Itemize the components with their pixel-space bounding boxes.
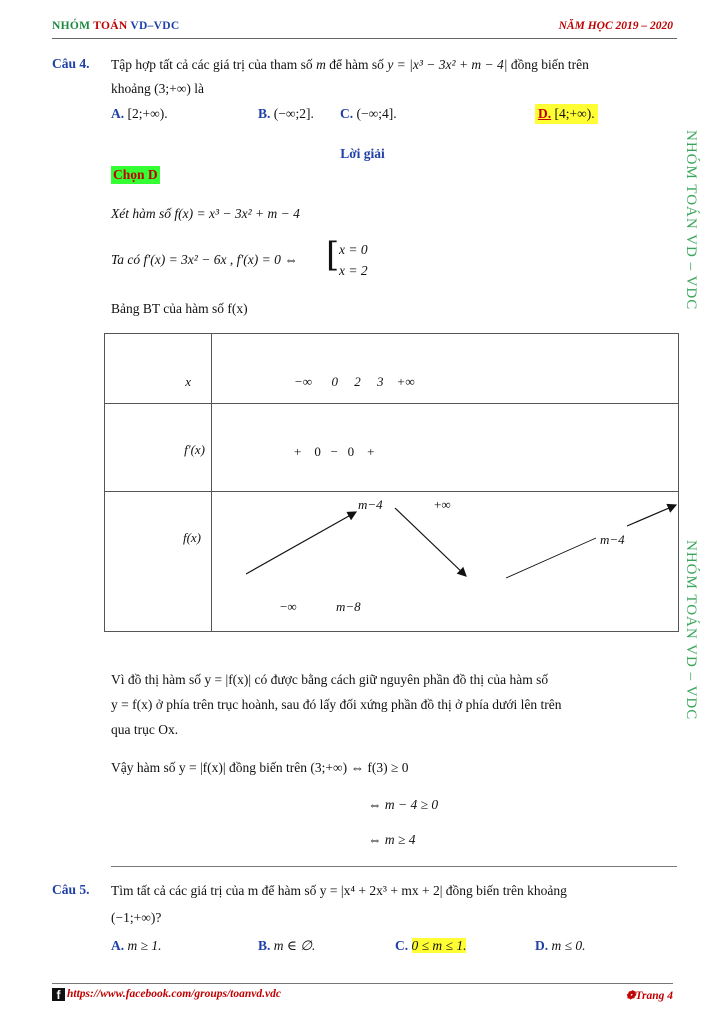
f-label-min: m−8 [336,599,361,614]
arrow-increase-2a [506,538,596,578]
arrow-increase-1 [246,512,356,574]
f-label-minus-infinity: −∞ [280,599,297,614]
table-row-x-label-cell [105,334,212,404]
q4-option-a[interactable] [111,104,168,124]
footer-page-number [626,988,673,1002]
option-value: m ≥ 1. [127,938,162,953]
table-row-x-values-cell [212,334,679,404]
question-5-text-line2: (−1;+∞)? [111,910,162,925]
table-row-f-values-cell [212,492,679,632]
page-flower-icon: ❁ [625,990,636,1002]
variation-table [104,333,679,632]
derivative-text: Ta có f′(x) = 3x² − 6x , f′(x) = 0 ⇔ [111,252,298,267]
q5-option-a[interactable] [111,936,162,956]
header-divider [52,38,677,39]
option-letter: C. [340,106,354,121]
facebook-icon: f [52,988,65,1001]
option-value: (−∞;2]. [273,106,314,121]
option-letter: B. [258,106,271,121]
q4-option-d-correct[interactable] [535,104,598,124]
q5-option-c-correct[interactable] [395,936,466,956]
question-5-text: Tìm tất cả các giá trị của m để hàm số y = |x⁴ + 2x³ + mx + 2| đồng biến trên khoảng [111,883,567,898]
q4-text-part: Tập hợp tất cả các giá trị của tham số [111,57,313,72]
q4-text-part: để hàm số [329,57,384,72]
option-value: 0 ≤ m ≤ 1. [411,938,467,953]
chosen-answer-badge: Chọn D [113,167,158,182]
arrow-decrease [395,508,466,576]
header-group-name [52,20,179,32]
f-label-m-minus-4: m−4 [600,532,625,547]
q5-option-d[interactable] [535,936,586,956]
table-row-f-label-cell [105,492,212,632]
f-label-max: m−4 [358,497,383,512]
conclusion-line-3: ⇔ m ≥ 4 [368,832,416,847]
table-label-f: f(x) [182,530,201,545]
header-group-part: VD–VDC [127,20,180,32]
conclusion-line-2: ⇔ m − 4 ≥ 0 [368,797,439,812]
header-group-part: TOÁN [93,20,128,32]
footer-divider [52,983,673,984]
question-4-text-line2: khoảng (3;+∞) là [111,81,204,96]
header-school-year: NĂM HỌC 2019 – 2020 [558,20,673,32]
option-value: [4;+∞). [554,106,595,121]
table-fprime-signs: + 0 − 0 + [294,444,375,459]
side-watermark-top: NHÓM TOÁN VD – VDC [683,130,699,311]
explanation-line-1: Vì đồ thị hàm số y = |f(x)| có được bằng cách giữ nguyên phần đồ thị của hàm số [111,672,549,687]
table-label-x: x [185,374,191,389]
f-label-plus-infinity: +∞ [434,497,451,512]
arrow-increase-2b [627,505,676,526]
solution-line-2 [111,250,298,270]
option-letter: A. [111,106,125,121]
q4-function: y = |x³ − 3x² + m − 4| [387,57,508,72]
root-x0: x = 0 [339,242,368,257]
option-letter: D. [535,938,549,953]
footer-facebook-link[interactable]: https://www.facebook.com/groups/toanvd.vdc [67,988,281,1000]
table-x-values: −∞ 0 2 3 +∞ [294,374,415,389]
option-letter: C. [395,938,409,953]
solution-line-3: Bảng BT của hàm số f(x) [111,301,248,316]
q5-option-b[interactable] [258,936,315,956]
system-bracket: [ [326,235,340,275]
page-number-text: Trang 4 [635,990,673,1002]
option-letter: A. [111,938,125,953]
solution-title: Lời giải [340,146,385,161]
side-watermark-bottom: NHÓM TOÁN VD – VDC [683,540,699,721]
table-label-fprime: f′(x) [184,442,205,457]
q4-text-part: đồng biến trên [510,57,589,72]
table-row-fprime-label-cell [105,404,212,492]
section-divider [111,866,677,867]
q4-param: m [316,57,326,72]
q4-option-c[interactable] [340,104,397,124]
question-4-label: Câu 4. [52,56,90,71]
table-row-fprime-values-cell [212,404,679,492]
solution-line-1: Xét hàm số f(x) = x³ − 3x² + m − 4 [111,206,300,221]
option-letter: D. [538,106,552,121]
option-value: m ≤ 0. [551,938,586,953]
explanation-line-3: qua trục Ox. [111,722,179,737]
option-value: [2;+∞). [127,106,168,121]
option-value: m ∈ ∅. [273,938,316,953]
option-letter: B. [258,938,271,953]
root-x2: x = 2 [339,263,368,278]
question-4-text [111,55,676,75]
q4-option-b[interactable] [258,104,314,124]
conclusion-line-1: Vậy hàm số y = |f(x)| đồng biến trên (3;+∞) ⇔ f(3) ≥ 0 [111,760,409,775]
question-5-label: Câu 5. [52,882,90,897]
header-group-part: NHÓM [52,20,94,32]
explanation-line-2: y = f(x) ở phía trên trục hoành, sau đó lấy đối xứng phần đồ thị ở phía dưới lên trên [111,697,562,712]
option-value: (−∞;4]. [356,106,397,121]
